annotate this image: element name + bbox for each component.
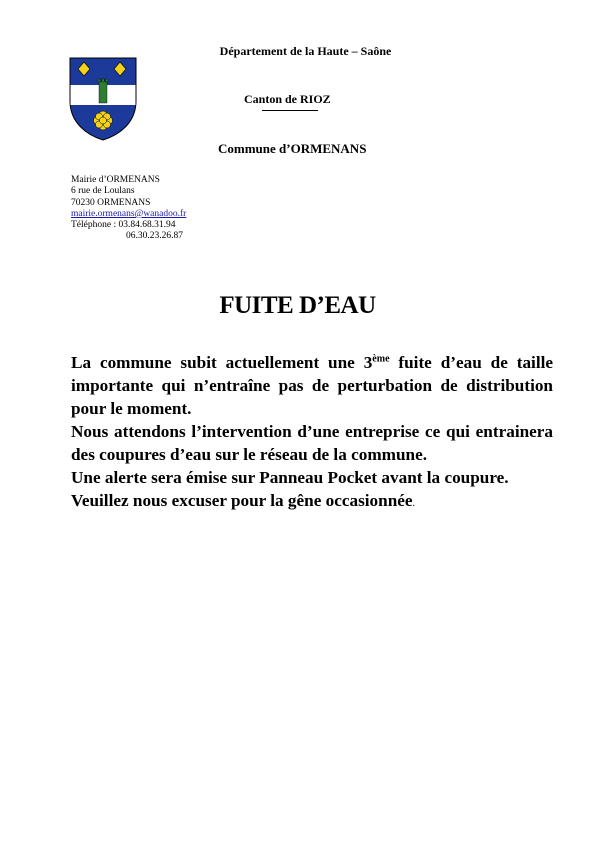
mairie-name: Mairie d’ORMENANS xyxy=(71,175,160,185)
coat-of-arms-logo xyxy=(69,57,137,141)
ordinal-superscript: ème xyxy=(372,353,390,365)
phone-line-2: 06.30.23.26.87 xyxy=(126,231,183,242)
email-link[interactable]: mairie.ormenans@wanadoo.fr xyxy=(71,208,187,219)
canton-heading: Canton de RIOZ xyxy=(244,92,331,106)
notice-title: FUITE D’EAU xyxy=(219,292,376,319)
address-city: 70230 ORMENANS xyxy=(71,197,151,208)
canton-divider xyxy=(262,110,318,111)
paragraph-leak: La commune subit actuellement une 3ème fuite d’eau de taille importante qui n’entraîne pas de perturbation de distribution pour le moment. xyxy=(71,353,553,418)
address-street: 6 rue de Loulans xyxy=(71,186,135,197)
phone-line: Téléphone : 03.84.68.31.94 xyxy=(71,220,176,231)
paragraph-intervention: Nous attendons l’intervention d’une entreprise ce qui entrainera des coupures d’eau sur le réseau de la commune. xyxy=(71,422,553,464)
notice-body xyxy=(71,351,553,515)
paragraph-apology: Veuillez nous excuser pour la gêne occasionnée. xyxy=(71,491,416,510)
commune-heading: Commune d’ORMENANS xyxy=(218,141,367,156)
contact-block xyxy=(71,175,186,243)
paragraph-alert: Une alerte sera émise sur Panneau Pocket avant la coupure. xyxy=(71,468,509,487)
departement-heading: Département de la Haute – Saône xyxy=(219,44,392,58)
